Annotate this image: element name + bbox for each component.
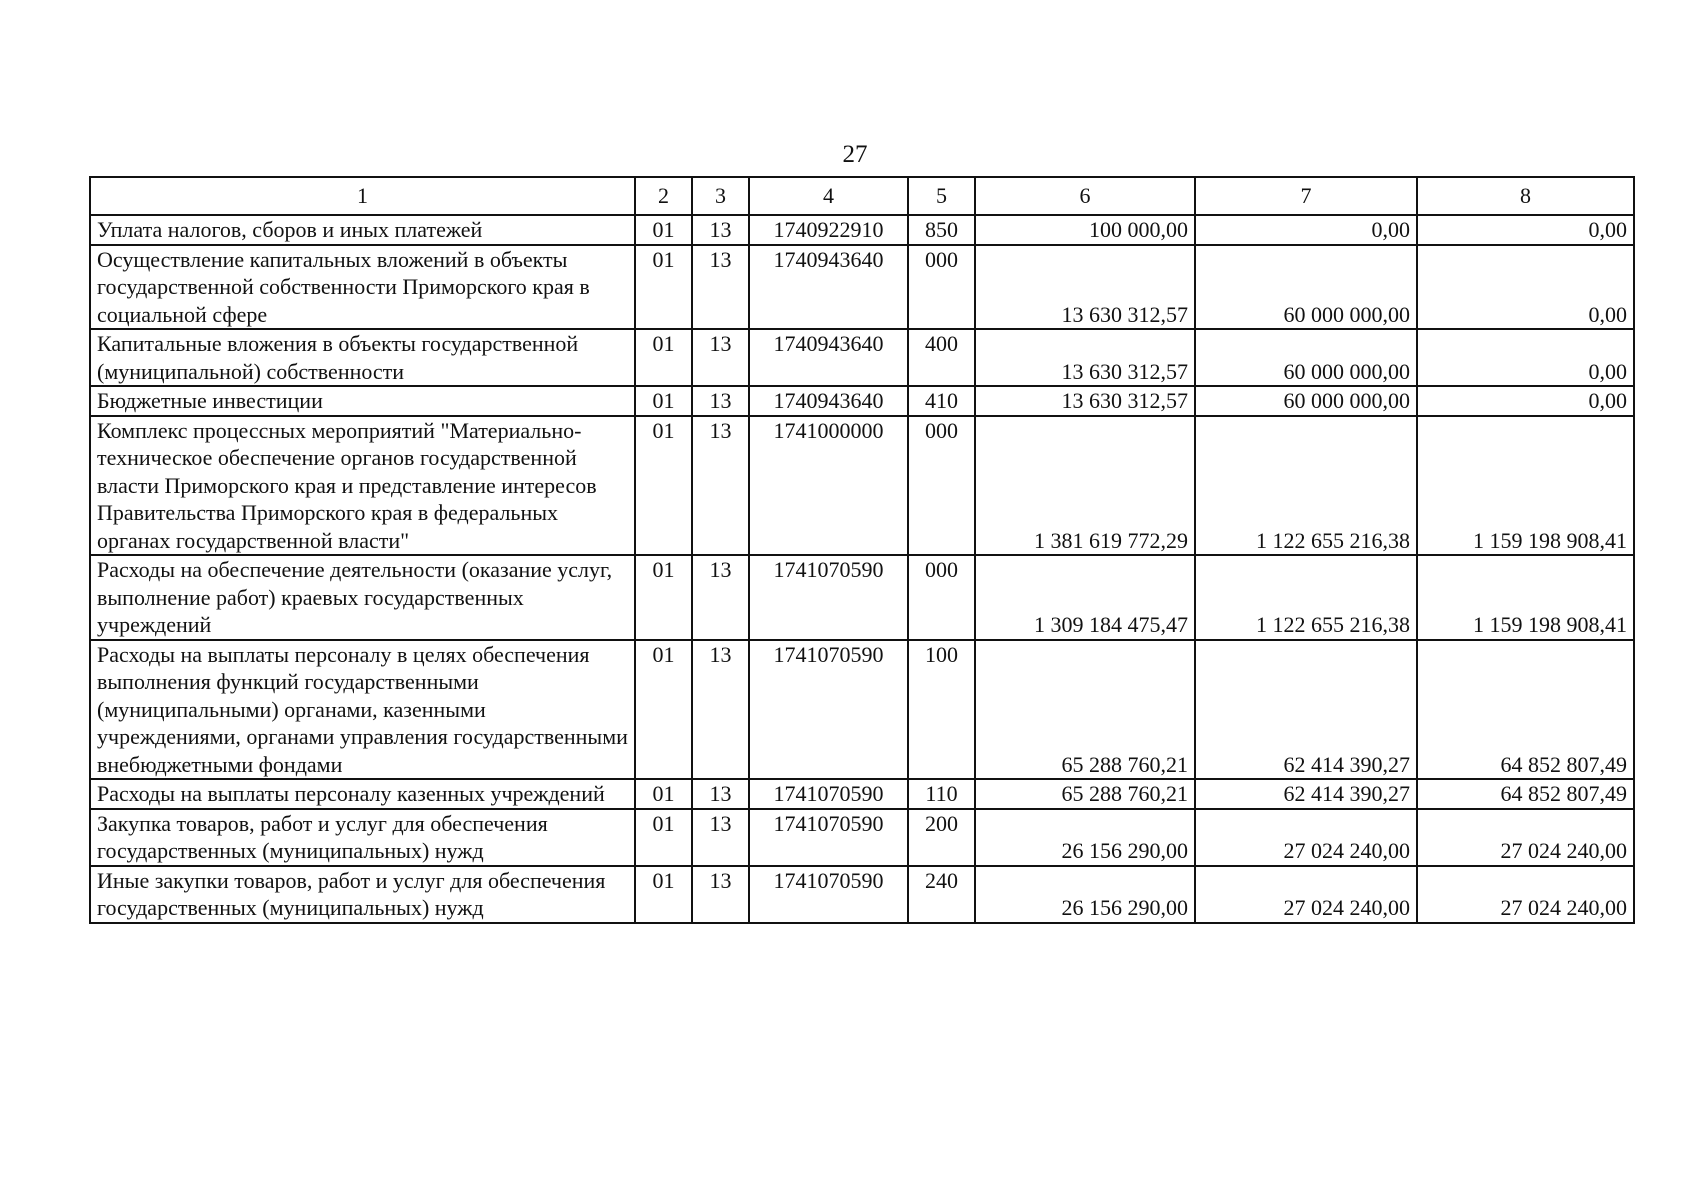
- page-number: 27: [842, 141, 868, 168]
- column-header: 8: [1417, 177, 1634, 215]
- row-name: Уплата налогов, сборов и иных платежей: [90, 215, 635, 245]
- amount-column-7: 27 024 240,00: [1195, 866, 1417, 923]
- expense-type-code: 400: [908, 329, 975, 386]
- row-name: Расходы на выплаты персоналу казенных учреждений: [90, 779, 635, 809]
- table-row: [90, 215, 1634, 245]
- subsection-code: 13: [692, 386, 749, 416]
- row-name: Расходы на выплаты персоналу в целях обеспечения выполнения функций государственными (муниципальными) органами, казенными учреждениями, органами управления государственными внебюджетными фондами: [90, 640, 635, 780]
- amount-column-6: 100 000,00: [975, 215, 1195, 245]
- row-name: Иные закупки товаров, работ и услуг для обеспечения государственных (муниципальных) нужд: [90, 866, 635, 923]
- amount-column-8: 0,00: [1417, 386, 1634, 416]
- budget-table: [89, 176, 1635, 924]
- row-name: Осуществление капитальных вложений в объекты государственной собственности Приморского края в социальной сфере: [90, 245, 635, 330]
- subsection-code: 13: [692, 809, 749, 866]
- column-header: 3: [692, 177, 749, 215]
- amount-column-6: 26 156 290,00: [975, 866, 1195, 923]
- amount-column-7: 0,00: [1195, 215, 1417, 245]
- amount-column-8: 0,00: [1417, 245, 1634, 330]
- expense-type-code: 240: [908, 866, 975, 923]
- table-row: [90, 779, 1634, 809]
- amount-column-6: 65 288 760,21: [975, 779, 1195, 809]
- amount-column-6: 13 630 312,57: [975, 245, 1195, 330]
- target-article-code: 1741070590: [749, 779, 908, 809]
- target-article-code: 1741070590: [749, 555, 908, 640]
- expense-type-code: 410: [908, 386, 975, 416]
- target-article-code: 1740943640: [749, 386, 908, 416]
- expense-type-code: 850: [908, 215, 975, 245]
- table-row: [90, 329, 1634, 386]
- column-header: 1: [90, 177, 635, 215]
- section-code: 01: [635, 779, 692, 809]
- amount-column-7: 60 000 000,00: [1195, 245, 1417, 330]
- subsection-code: 13: [692, 866, 749, 923]
- amount-column-7: 1 122 655 216,38: [1195, 555, 1417, 640]
- target-article-code: 1741070590: [749, 809, 908, 866]
- amount-column-8: 64 852 807,49: [1417, 779, 1634, 809]
- column-header: 7: [1195, 177, 1417, 215]
- amount-column-8: 0,00: [1417, 215, 1634, 245]
- amount-column-7: 27 024 240,00: [1195, 809, 1417, 866]
- section-code: 01: [635, 555, 692, 640]
- table-row: [90, 866, 1634, 923]
- table-row: [90, 245, 1634, 330]
- target-article-code: 1741070590: [749, 640, 908, 780]
- section-code: 01: [635, 640, 692, 780]
- amount-column-7: 60 000 000,00: [1195, 329, 1417, 386]
- amount-column-8: 27 024 240,00: [1417, 866, 1634, 923]
- subsection-code: 13: [692, 329, 749, 386]
- expense-type-code: 110: [908, 779, 975, 809]
- section-code: 01: [635, 386, 692, 416]
- subsection-code: 13: [692, 215, 749, 245]
- section-code: 01: [635, 329, 692, 386]
- table-row: [90, 386, 1634, 416]
- amount-column-6: 13 630 312,57: [975, 329, 1195, 386]
- amount-column-8: 1 159 198 908,41: [1417, 555, 1634, 640]
- target-article-code: 1740943640: [749, 329, 908, 386]
- target-article-code: 1740943640: [749, 245, 908, 330]
- table-row: [90, 416, 1634, 556]
- amount-column-8: 1 159 198 908,41: [1417, 416, 1634, 556]
- section-code: 01: [635, 245, 692, 330]
- column-header: 6: [975, 177, 1195, 215]
- column-header: 2: [635, 177, 692, 215]
- subsection-code: 13: [692, 245, 749, 330]
- section-code: 01: [635, 416, 692, 556]
- expense-type-code: 200: [908, 809, 975, 866]
- subsection-code: 13: [692, 779, 749, 809]
- table-row: [90, 555, 1634, 640]
- header-row: [90, 177, 1634, 215]
- expense-type-code: 000: [908, 245, 975, 330]
- amount-column-7: 60 000 000,00: [1195, 386, 1417, 416]
- row-name: Расходы на обеспечение деятельности (оказание услуг, выполнение работ) краевых государственных учреждений: [90, 555, 635, 640]
- amount-column-8: 64 852 807,49: [1417, 640, 1634, 780]
- amount-column-6: 13 630 312,57: [975, 386, 1195, 416]
- row-name: Закупка товаров, работ и услуг для обеспечения государственных (муниципальных) нужд: [90, 809, 635, 866]
- amount-column-8: 0,00: [1417, 329, 1634, 386]
- amount-column-6: 1 381 619 772,29: [975, 416, 1195, 556]
- amount-column-7: 62 414 390,27: [1195, 640, 1417, 780]
- amount-column-6: 65 288 760,21: [975, 640, 1195, 780]
- target-article-code: 1740922910: [749, 215, 908, 245]
- expense-type-code: 000: [908, 555, 975, 640]
- subsection-code: 13: [692, 640, 749, 780]
- section-code: 01: [635, 809, 692, 866]
- column-header: 4: [749, 177, 908, 215]
- expense-type-code: 000: [908, 416, 975, 556]
- subsection-code: 13: [692, 555, 749, 640]
- subsection-code: 13: [692, 416, 749, 556]
- amount-column-8: 27 024 240,00: [1417, 809, 1634, 866]
- target-article-code: 1741000000: [749, 416, 908, 556]
- row-name: Бюджетные инвестиции: [90, 386, 635, 416]
- column-header: 5: [908, 177, 975, 215]
- section-code: 01: [635, 215, 692, 245]
- target-article-code: 1741070590: [749, 866, 908, 923]
- table-row: [90, 809, 1634, 866]
- amount-column-6: 26 156 290,00: [975, 809, 1195, 866]
- expense-type-code: 100: [908, 640, 975, 780]
- section-code: 01: [635, 866, 692, 923]
- amount-column-6: 1 309 184 475,47: [975, 555, 1195, 640]
- amount-column-7: 1 122 655 216,38: [1195, 416, 1417, 556]
- row-name: Капитальные вложения в объекты государственной (муниципальной) собственности: [90, 329, 635, 386]
- table-row: [90, 640, 1634, 780]
- amount-column-7: 62 414 390,27: [1195, 779, 1417, 809]
- row-name: Комплекс процессных мероприятий "Материально-техническое обеспечение органов государственной власти Приморского края и представление интересов Правительства Приморского края в федеральных органах государственной власти": [90, 416, 635, 556]
